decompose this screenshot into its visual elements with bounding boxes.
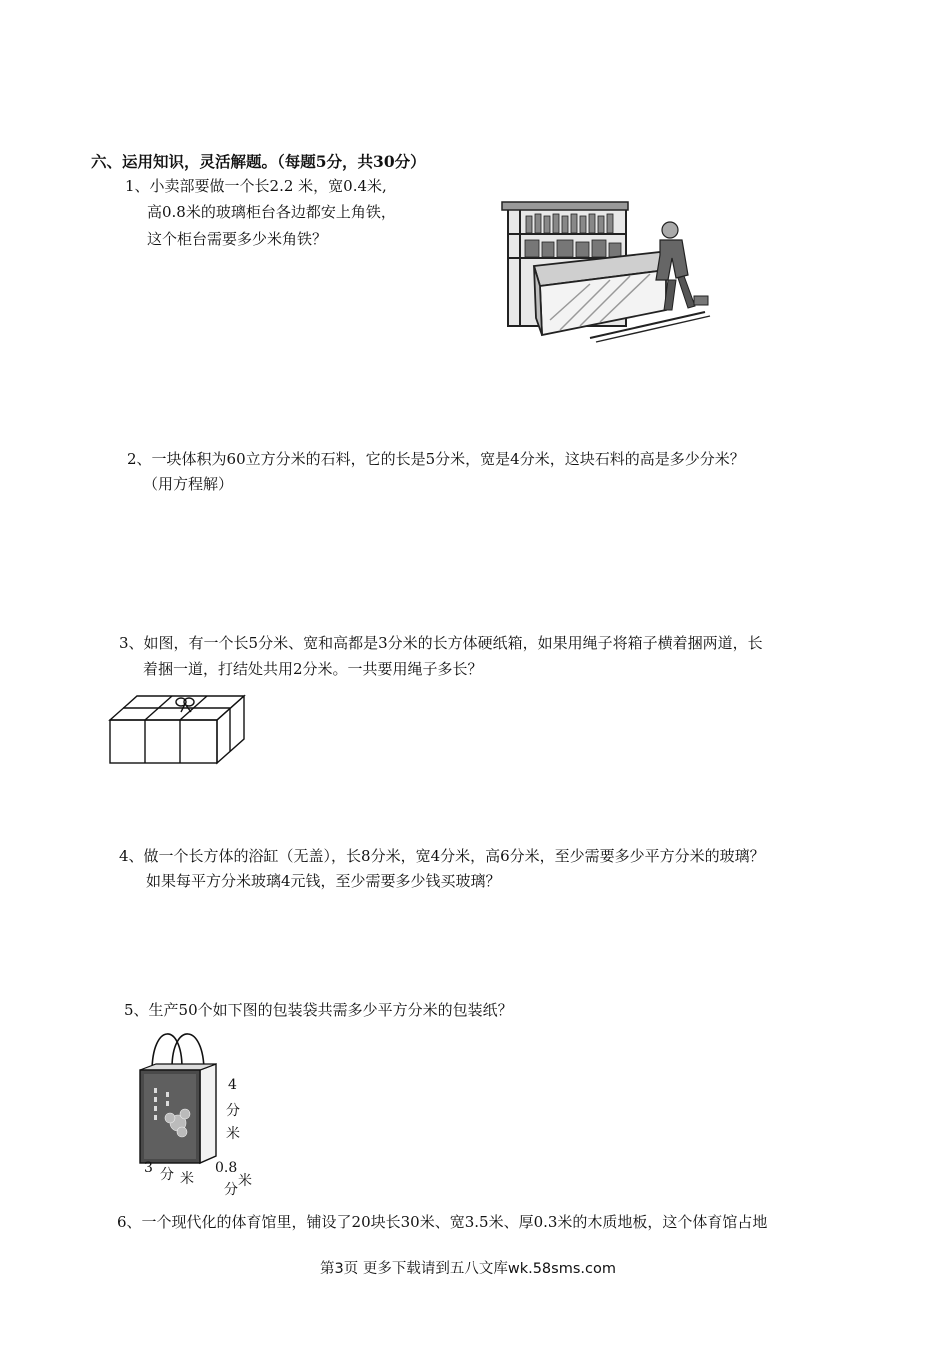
bag-depth-unit-2: 米 [238,1173,252,1189]
question-6-line-1: 6、一个现代化的体育馆里，铺设了20块长30米、宽3.5米、厚0.3米的木质地板，这个体育馆占地 [117,1213,768,1231]
string-tied-box-diagram [108,690,248,766]
bag-height-unit-1: 分 [226,1103,240,1119]
shopping-bag-diagram [138,1028,220,1168]
question-3-line-2: 着捆一道，打结处共用2分米。一共要用绳子多长？ [143,660,483,678]
question-1-line-1: 1、小卖部要做一个长2.2 米，宽0.4米, [125,177,387,195]
question-2-line-1: 2、一块体积为60立方分米的石料，它的长是5分米，宽是4分米，这块石料的高是多少分米？ [127,450,745,468]
question-3-line-1: 3、如图，有一个长5分米、宽和高都是3分米的长方体硬纸箱，如果用绳子将箱子横着捆两道，长 [119,634,763,652]
bag-width-unit-1: 分 [160,1167,174,1183]
glass-counter-illustration [500,200,715,345]
bag-height-unit-2: 米 [226,1126,240,1142]
question-1-line-3: 这个柜台需要多少米角铁？ [147,230,328,248]
bag-height-number: 4 [228,1077,237,1093]
bag-depth-unit-1: 分 [224,1182,238,1198]
bag-width-unit-2: 米 [180,1171,194,1187]
question-4-line-1: 4、做一个长方体的浴缸（无盖），长8分米，宽4分米，高6分米，至少需要多少平方分米的玻璃？ [119,847,765,865]
page-footer: 第3页 更多下载请到五八文库wk.58sms.com [320,1261,616,1277]
question-2-line-2: （用方程解） [143,475,234,493]
question-1-line-2: 高0.8米的玻璃柜台各边都安上角铁， [147,203,396,221]
bag-depth-number: 0.8 [215,1160,238,1176]
bag-width-number: 3 [144,1160,153,1176]
question-4-line-2: 如果每平方分米玻璃4元钱，至少需要多少钱买玻璃？ [146,872,501,890]
question-5-line-1: 5、生产50个如下图的包装袋共需多少平方分米的包装纸？ [124,1001,513,1019]
section-title: 六、运用知识，灵活解题。（每题5分，共30分） [91,152,426,171]
